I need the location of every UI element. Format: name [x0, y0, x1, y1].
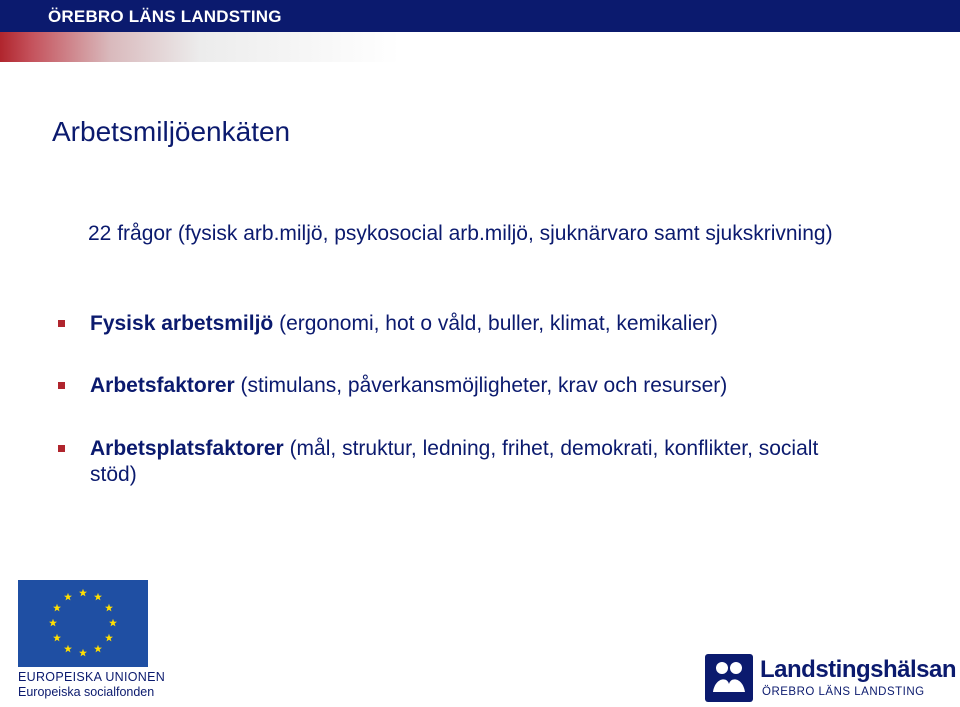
eu-star-icon — [94, 593, 102, 601]
eu-flag-logo — [18, 580, 148, 667]
bullet-text — [90, 436, 858, 488]
eu-stars-icon — [18, 580, 148, 667]
bullet-item — [58, 311, 858, 337]
eu-caption — [18, 670, 165, 700]
bullet-rest: (mål, struktur, ledning, frihet, demokrati, konflikter, socialt stöd) — [90, 437, 819, 486]
organization-name: ÖREBRO LÄNS LANDSTING — [48, 7, 282, 26]
square-bullet-icon — [58, 320, 65, 327]
landstingshalsan-logo-icon — [705, 654, 753, 702]
bullet-text — [90, 311, 858, 337]
bullet-item — [58, 373, 858, 399]
bullet-lead: Arbetsfaktorer — [90, 374, 235, 397]
landstingshalsan-sub: ÖREBRO LÄNS LANDSTING — [762, 686, 925, 698]
decorative-gradient-band — [0, 32, 400, 62]
bullet-item — [58, 436, 858, 488]
bullet-rest: (ergonomi, hot o våld, buller, klimat, kemikalier) — [273, 312, 718, 335]
eu-star-icon — [105, 634, 113, 642]
intro-text: 22 frågor (fysisk arb.miljö, psykosocial arb.miljö, sjuknärvaro samt sjukskrivning) — [88, 222, 833, 245]
slide-title: Arbetsmiljöenkäten — [52, 116, 291, 147]
eu-star-icon — [53, 604, 61, 612]
eu-star-icon — [79, 589, 87, 597]
eu-star-icon — [79, 649, 87, 657]
square-bullet-icon — [58, 445, 65, 452]
eu-star-icon — [94, 645, 102, 653]
eu-star-icon — [53, 634, 61, 642]
top-banner — [0, 0, 960, 32]
bullet-text — [90, 373, 858, 399]
bullet-lead: Arbetsplatsfaktorer — [90, 437, 284, 460]
eu-caption-line2: Europeiska socialfonden — [18, 685, 155, 699]
eu-star-icon — [105, 604, 113, 612]
eu-star-icon — [109, 619, 117, 627]
eu-caption-line1: EUROPEISKA UNIONEN — [18, 670, 166, 684]
landstingshalsan-name: Landstingshälsan — [760, 656, 957, 683]
square-bullet-icon — [58, 382, 65, 389]
eu-star-icon — [64, 593, 72, 601]
bullet-lead: Fysisk arbetsmiljö — [90, 312, 274, 335]
bullet-rest: (stimulans, påverkansmöjligheter, krav och resurser) — [234, 374, 728, 397]
eu-star-icon — [64, 645, 72, 653]
eu-star-icon — [49, 619, 57, 627]
